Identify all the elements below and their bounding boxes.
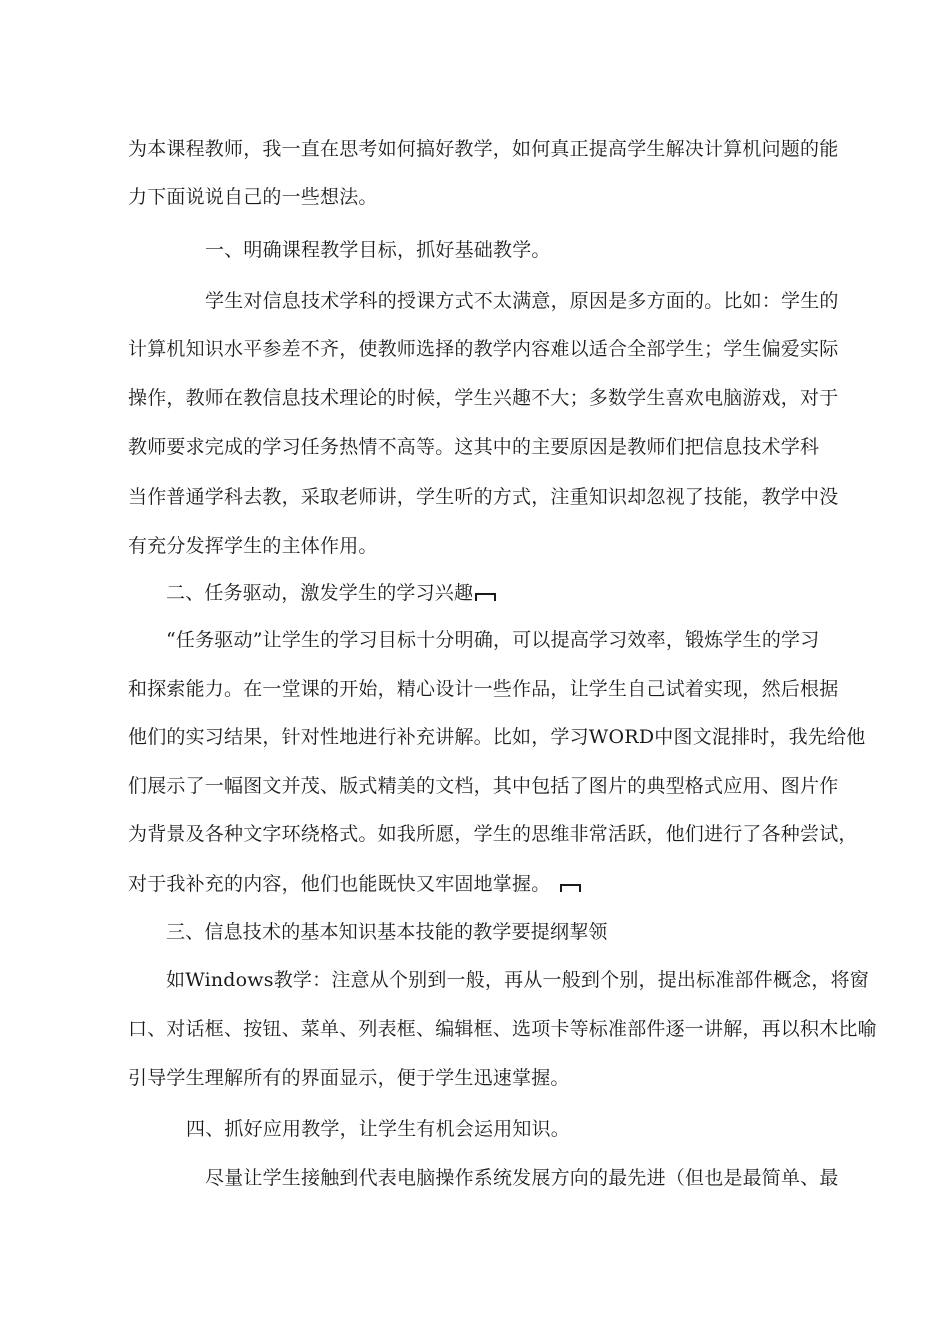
section-heading-3: 三、信息技术的基本知识基本技能的教学要提纲挈领 bbox=[166, 921, 608, 943]
paragraph-line-text: 对于我补充的内容，他们也能既快又牢固地掌握。 bbox=[128, 873, 551, 895]
paragraph-line: 们展示了一幅图文并茂、版式精美的文档，其中包括了图片的典型格式应用、图片作 bbox=[128, 775, 839, 797]
paragraph-line: 为背景及各种文字环绕格式。如我所愿，学生的思维非常活跃，他们进行了各种尝试， bbox=[128, 823, 858, 845]
section-heading-2-text: 二、任务驱动，激发学生的学习兴趣 bbox=[166, 582, 474, 604]
paragraph-line: 操作，教师在教信息技术理论的时候，学生兴趣不大；多数学生喜欢电脑游戏，对于 bbox=[128, 387, 839, 409]
editing-mark-icon bbox=[560, 884, 581, 892]
paragraph-line: 和探索能力。在一堂课的开始，精心设计一些作品，让学生自己试着实现，然后根据 bbox=[128, 678, 839, 700]
paragraph-line-last bbox=[128, 872, 828, 896]
paragraph-line: 当作普通学科去教，采取老师讲，学生听的方式，注重知识却忽视了技能，教学中没 bbox=[128, 486, 839, 508]
paragraph-line: 力下面说说自己的一些想法。 bbox=[128, 186, 378, 208]
paragraph-line: “任务驱动”让学生的学习目标十分明确，可以提高学习效率，锻炼学生的学习 bbox=[166, 629, 820, 651]
paragraph-line: 尽量让学生接触到代表电脑操作系统发展方向的最先进（但也是最简单、最 bbox=[205, 1167, 839, 1189]
paragraph-line: 口、对话框、按钮、菜单、列表框、编辑框、选项卡等标准部件逐一讲解，再以积木比喻 bbox=[128, 1018, 877, 1040]
section-heading-1: 一、明确课程教学目标，抓好基础教学。 bbox=[205, 239, 551, 261]
section-heading-2 bbox=[166, 581, 866, 605]
paragraph-line: 引导学生理解所有的界面显示，便于学生迅速掌握。 bbox=[128, 1067, 570, 1089]
editing-mark-icon bbox=[475, 593, 496, 601]
paragraph-line: 如Windows教学：注意从个别到一般，再从一般到个别，提出标准部件概念，将窗 bbox=[166, 969, 869, 991]
paragraph-line: 有充分发挥学生的主体作用。 bbox=[128, 535, 378, 557]
paragraph-line: 教师要求完成的学习任务热情不高等。这其中的主要原因是教师们把信息技术学科 bbox=[128, 436, 820, 458]
paragraph-line: 为本课程教师，我一直在思考如何搞好教学，如何真正提高学生解决计算机问题的能 bbox=[128, 138, 839, 160]
paragraph-line: 他们的实习结果，针对性地进行补充讲解。比如，学习WORD中图文混排时，我先给他 bbox=[128, 726, 866, 748]
section-heading-4: 四、抓好应用教学，让学生有机会运用知识。 bbox=[186, 1118, 571, 1140]
paragraph-line: 学生对信息技术学科的授课方式不太满意，原因是多方面的。比如：学生的 bbox=[205, 290, 839, 312]
paragraph-line: 计算机知识水平参差不齐，使教师选择的教学内容难以适合全部学生；学生偏爱实际 bbox=[128, 338, 839, 360]
